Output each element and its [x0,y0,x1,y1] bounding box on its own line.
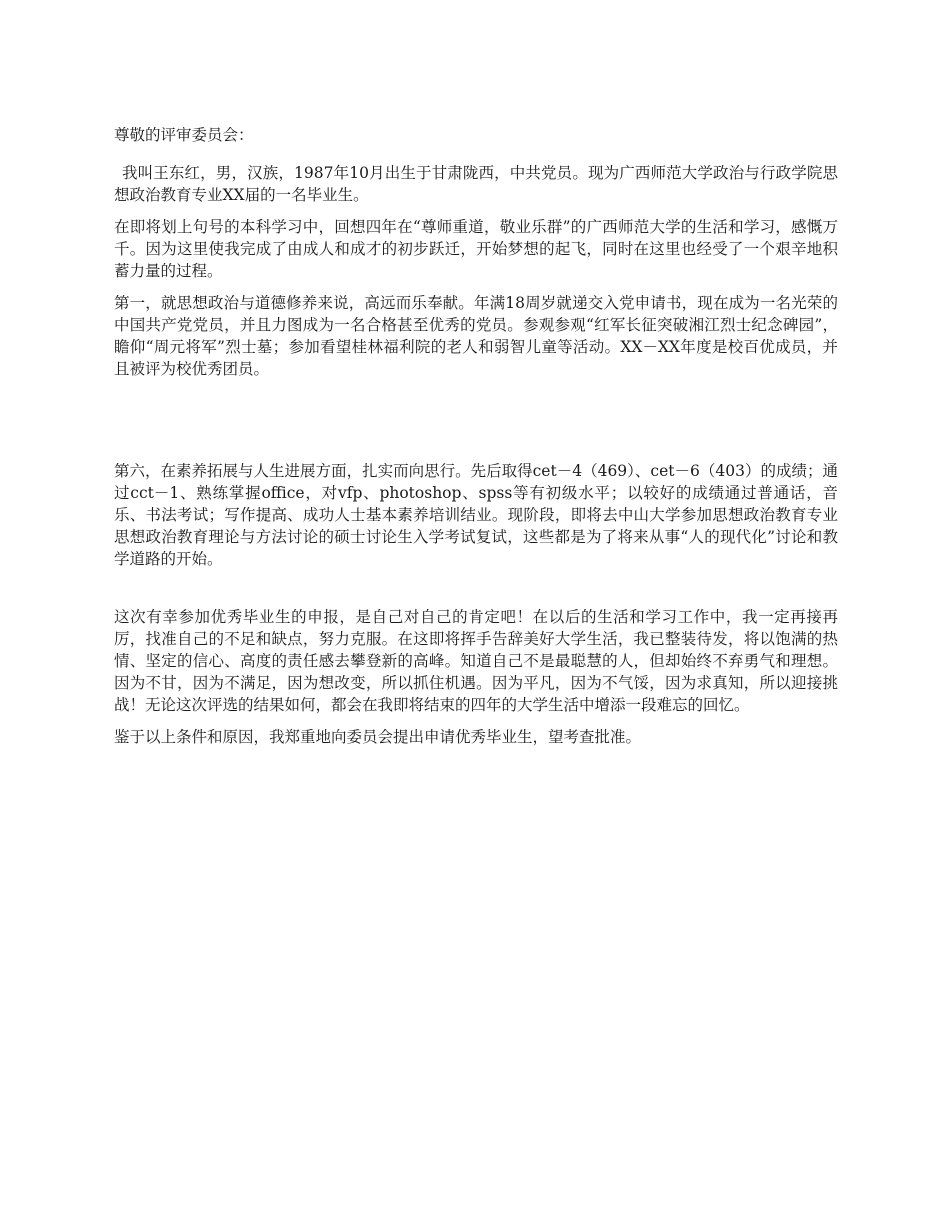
paragraph-political-ethics: 第一，就思想政治与道德修养来说，高远而乐奉献。年满18周岁就递交入党申请书，现在成为一名光荣的中国共产党党员，并且力图成为一名合格甚至优秀的党员。参观参观“红军长征突破湘江烈士纪念碑园”，瞻仰“周元将军”烈士墓；参加看望桂林福利院的老人和弱智儿童等活动。XX－XX年度是校百优成员，并且被评为校优秀团员。 [114,294,838,378]
paragraph-personal-development: 第六，在素养拓展与人生进展方面，扎实而向思行。先后取得cet－4（469）、cet－6（403）的成绩；通过cct－1、熟练掌握office，对vfp、photoshop、spss等有初级水平；以较好的成绩通过普通话，音乐、书法考试；写作提高、成功人士基本素养培训结业。现阶段，即将去中山大学参加思想政治教育专业思想政治教育理论与方法讨论的硕士讨论生入学考试复试，这些都是为了将来从事“人的现代化”讨论和教学道路的开始。 [114,462,838,568]
paragraph-reflection: 在即将划上句号的本科学习中，回想四年在“尊师重道，敬业乐群”的广西师范大学的生活和学习，感慨万千。因为这里使我完成了由成人和成才的初步跃迁，开始梦想的起飞，同时在这里也经受了一个艰辛地积蓄力量的过程。 [114,218,838,280]
letter-body [114,124,838,748]
paragraph-closing-remarks: 这次有幸参加优秀毕业生的申报，是自己对自己的肯定吧！在以后的生活和学习工作中，我一定再接再厉，找准自己的不足和缺点，努力克服。在这即将挥手告辞美好大学生活，我已整装待发，将以饱满的热情、坚定的信心、高度的责任感去攀登新的高峰。知道自己不是最聪慧的人，但却始终不弃勇气和理想。因为不甘，因为不满足，因为想改变，所以抓住机遇。因为平凡，因为不气馁，因为求真知，所以迎接挑战！无论这次评选的结果如何，都会在我即将结束的四年的大学生活中增添一段难忘的回忆。 [114,608,838,714]
paragraph-request: 鉴于以上条件和原因，我郑重地向委员会提出申请优秀毕业生，望考查批准。 [114,728,642,746]
paragraph-introduction: 我叫王东红，男，汉族，1987年10月出生于甘肃陇西，中共党员。现为广西师范大学政治与行政学院思想政治教育专业XX届的一名毕业生。 [114,164,838,204]
section-gap [114,380,838,460]
section-gap [114,570,838,606]
salutation: 尊敬的评审委员会： [114,126,254,144]
